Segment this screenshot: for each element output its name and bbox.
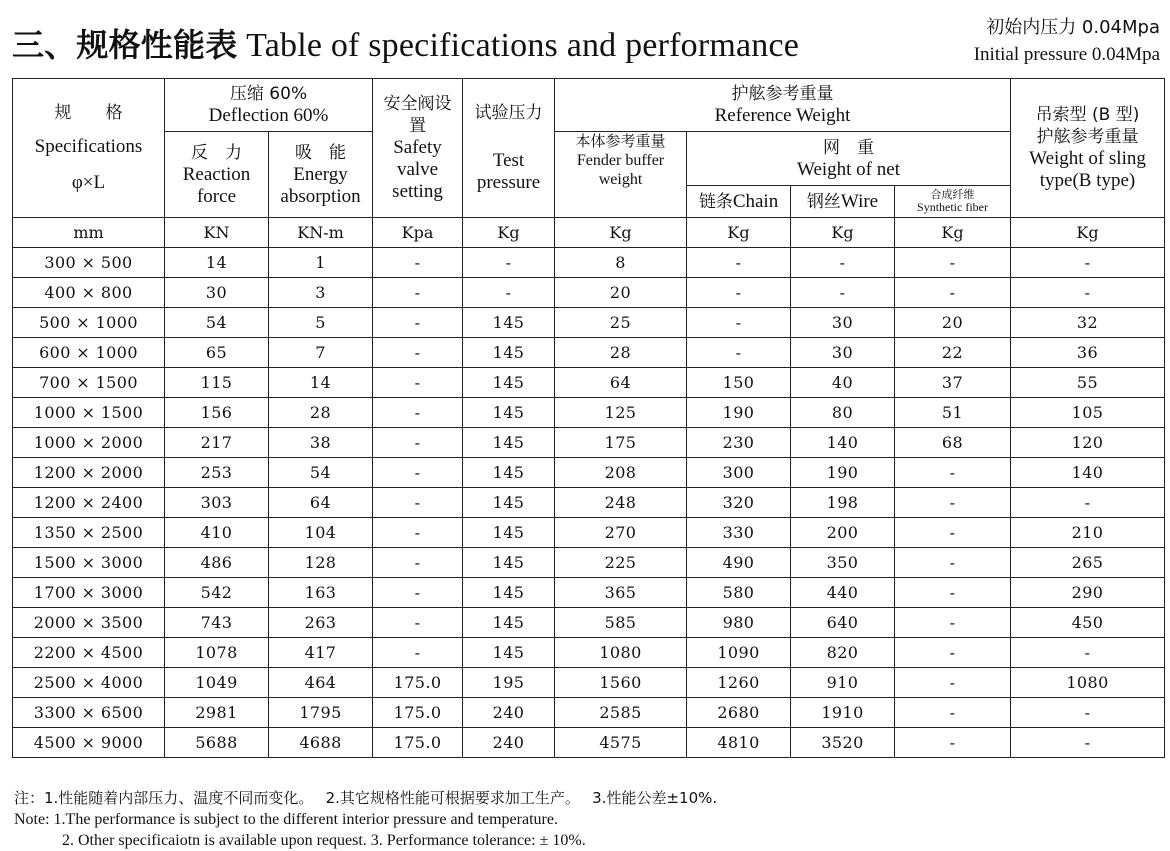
table-cell: 1000 × 2000 — [13, 428, 165, 458]
table-cell: 145 — [463, 338, 555, 368]
table-cell: 120 — [1011, 428, 1165, 458]
table-cell: 30 — [791, 308, 895, 338]
table-cell: - — [895, 578, 1011, 608]
table-cell: - — [373, 278, 463, 308]
table-cell: 303 — [165, 488, 269, 518]
table-cell: 64 — [555, 368, 687, 398]
unit-cell: Kg — [1011, 218, 1165, 248]
table-cell: 320 — [687, 488, 791, 518]
table-cell: - — [895, 458, 1011, 488]
table-cell: 68 — [895, 428, 1011, 458]
initial-pressure — [974, 14, 1160, 68]
table-cell: 290 — [1011, 578, 1165, 608]
table-cell: 2680 — [687, 698, 791, 728]
table-cell: 105 — [1011, 398, 1165, 428]
note-en-2: 2. Other specificaiotn is available upon request. 3. Performance tolerance: ± 10%. — [62, 832, 586, 849]
table-cell: 585 — [555, 608, 687, 638]
table-row — [13, 398, 1165, 428]
table-cell: 910 — [791, 668, 895, 698]
table-cell: 225 — [555, 548, 687, 578]
header-safety-valve: 安全阀设置 Safety valve setting — [373, 79, 463, 218]
table-cell: 5 — [269, 308, 373, 338]
table-cell: 1910 — [791, 698, 895, 728]
table-cell: 248 — [555, 488, 687, 518]
table-cell: 600 × 1000 — [13, 338, 165, 368]
table-cell: - — [895, 638, 1011, 668]
table-cell: - — [463, 248, 555, 278]
table-cell: - — [1011, 248, 1165, 278]
table-cell: 1795 — [269, 698, 373, 728]
table-cell: - — [687, 248, 791, 278]
table-row — [13, 518, 1165, 548]
table-cell: 20 — [555, 278, 687, 308]
note-cn: 注：1.性能随着内部压力、温度不同而变化。 2.其它规格性能可根据要求加工生产。 3.性能公差±10%. — [14, 789, 718, 807]
table-cell: 2585 — [555, 698, 687, 728]
table-cell: 3300 × 6500 — [13, 698, 165, 728]
table-cell: 1200 × 2000 — [13, 458, 165, 488]
table-cell: 145 — [463, 308, 555, 338]
table-cell: 417 — [269, 638, 373, 668]
table-cell: 350 — [791, 548, 895, 578]
table-cell: 163 — [269, 578, 373, 608]
table-cell: - — [895, 698, 1011, 728]
spec-table — [12, 78, 1165, 758]
table-cell: 128 — [269, 548, 373, 578]
header-chain: 链条Chain — [687, 186, 791, 218]
table-cell: 200 — [791, 518, 895, 548]
table-cell: - — [791, 278, 895, 308]
table-cell: 28 — [555, 338, 687, 368]
table-cell: 1200 × 2400 — [13, 488, 165, 518]
table-cell: - — [895, 518, 1011, 548]
table-cell: 36 — [1011, 338, 1165, 368]
table-cell: 175.0 — [373, 728, 463, 758]
table-cell: 145 — [463, 428, 555, 458]
table-cell: 190 — [791, 458, 895, 488]
table-cell: 145 — [463, 458, 555, 488]
table-cell: 198 — [791, 488, 895, 518]
table-cell: - — [373, 458, 463, 488]
table-cell: 28 — [269, 398, 373, 428]
table-cell: 25 — [555, 308, 687, 338]
unit-cell: Kg — [791, 218, 895, 248]
table-cell: 65 — [165, 338, 269, 368]
table-cell: 3520 — [791, 728, 895, 758]
table-cell: - — [895, 548, 1011, 578]
table-cell: 265 — [1011, 548, 1165, 578]
table-row — [13, 698, 1165, 728]
table-cell: - — [895, 248, 1011, 278]
table-cell: 1560 — [555, 668, 687, 698]
table-cell: 1350 × 2500 — [13, 518, 165, 548]
table-cell: 253 — [165, 458, 269, 488]
table-cell: 145 — [463, 518, 555, 548]
table-cell: - — [373, 578, 463, 608]
page-title — [12, 20, 799, 66]
table-cell: 820 — [791, 638, 895, 668]
table-cell: 230 — [687, 428, 791, 458]
table-cell: 145 — [463, 608, 555, 638]
table-cell: 410 — [165, 518, 269, 548]
table-cell: - — [373, 548, 463, 578]
table-cell: 217 — [165, 428, 269, 458]
initial-pressure-en: Initial pressure 0.04Mpa — [973, 44, 1160, 65]
table-cell: 1700 × 3000 — [13, 578, 165, 608]
table-row — [13, 248, 1165, 278]
table-cell: 125 — [555, 398, 687, 428]
table-cell: 140 — [1011, 458, 1165, 488]
table-row — [13, 608, 1165, 638]
table-cell: - — [373, 248, 463, 278]
table-cell: - — [895, 728, 1011, 758]
table-row — [13, 548, 1165, 578]
table-row — [13, 428, 1165, 458]
table-cell: 330 — [687, 518, 791, 548]
table-cell: 54 — [165, 308, 269, 338]
table-cell: - — [373, 338, 463, 368]
table-cell: 640 — [791, 608, 895, 638]
header-synthetic-fiber: 合成纤维 Synthetic fiber — [895, 186, 1011, 218]
table-cell: 4688 — [269, 728, 373, 758]
table-cell: 140 — [791, 428, 895, 458]
table-cell: - — [373, 518, 463, 548]
table-cell: 240 — [463, 698, 555, 728]
table-cell: 4575 — [555, 728, 687, 758]
unit-cell: Kg — [895, 218, 1011, 248]
table-cell: 208 — [555, 458, 687, 488]
table-cell: - — [1011, 488, 1165, 518]
table-cell: 156 — [165, 398, 269, 428]
table-cell: 580 — [687, 578, 791, 608]
table-cell: 30 — [791, 338, 895, 368]
table-cell: 145 — [463, 398, 555, 428]
unit-cell: mm — [13, 218, 165, 248]
table-row — [13, 578, 1165, 608]
table-cell: - — [373, 608, 463, 638]
table-cell: 7 — [269, 338, 373, 368]
table-cell: 490 — [687, 548, 791, 578]
table-cell: 464 — [269, 668, 373, 698]
table-row — [13, 278, 1165, 308]
page-title-en: Table of specifications and performance — [246, 27, 800, 64]
table-header — [13, 79, 1165, 218]
table-cell: 8 — [555, 248, 687, 278]
table-cell: - — [687, 308, 791, 338]
table-cell: 300 — [687, 458, 791, 488]
table-row — [13, 638, 1165, 668]
header-deflection: 压缩 60% Deflection 60% — [165, 79, 373, 132]
table-cell: 54 — [269, 458, 373, 488]
table-cell: 175.0 — [373, 668, 463, 698]
unit-cell: KN — [165, 218, 269, 248]
table-cell: 145 — [463, 368, 555, 398]
table-cell: - — [1011, 698, 1165, 728]
table-cell: 5688 — [165, 728, 269, 758]
table-cell: - — [1011, 278, 1165, 308]
table-cell: 1078 — [165, 638, 269, 668]
table-cell: - — [895, 608, 1011, 638]
table-cell: 14 — [269, 368, 373, 398]
table-cell: - — [373, 308, 463, 338]
header-wire: 钢丝Wire — [791, 186, 895, 218]
table-cell: 38 — [269, 428, 373, 458]
unit-cell: Kpa — [373, 218, 463, 248]
table-cell: 1500 × 3000 — [13, 548, 165, 578]
table-cell: - — [791, 248, 895, 278]
table-cell: 22 — [895, 338, 1011, 368]
table-cell: 743 — [165, 608, 269, 638]
table-cell: 700 × 1500 — [13, 368, 165, 398]
table-cell: 500 × 1000 — [13, 308, 165, 338]
table-cell: 486 — [165, 548, 269, 578]
table-cell: 30 — [165, 278, 269, 308]
header-fender-weight: 本体参考重量 Fender buffer weight — [555, 132, 687, 218]
note-en-1: Note: 1.The performance is subject to the different interior pressure and temperature. — [14, 811, 558, 828]
table-cell: - — [1011, 638, 1165, 668]
table-cell: 1080 — [555, 638, 687, 668]
table-cell: 150 — [687, 368, 791, 398]
table-cell: 2981 — [165, 698, 269, 728]
table-cell: - — [1011, 728, 1165, 758]
table-row — [13, 728, 1165, 758]
table-cell: 55 — [1011, 368, 1165, 398]
table-cell: 175 — [555, 428, 687, 458]
table-cell: 145 — [463, 548, 555, 578]
table-cell: 1 — [269, 248, 373, 278]
header-reaction-force: 反 力 Reaction force — [165, 132, 269, 218]
table-body — [13, 218, 1165, 758]
header-test-pressure: 试验压力 Test pressure — [463, 79, 555, 218]
unit-row — [13, 218, 1165, 248]
table-cell: 2500 × 4000 — [13, 668, 165, 698]
header-spec: 规 格 Specifications φ×L — [13, 79, 165, 218]
table-cell: - — [373, 638, 463, 668]
table-cell: 4500 × 9000 — [13, 728, 165, 758]
table-cell: 542 — [165, 578, 269, 608]
notes — [14, 788, 717, 851]
table-cell: 1260 — [687, 668, 791, 698]
table-cell: 1090 — [687, 638, 791, 668]
table-cell: 37 — [895, 368, 1011, 398]
table-cell: 14 — [165, 248, 269, 278]
table-cell: 440 — [791, 578, 895, 608]
table-cell: 1080 — [1011, 668, 1165, 698]
table-cell: - — [373, 398, 463, 428]
table-cell: - — [687, 278, 791, 308]
table-row — [13, 368, 1165, 398]
table-cell: - — [895, 668, 1011, 698]
header-sling-weight: 吊索型 (B 型) 护舷参考重量 Weight of sling type(B type) — [1011, 79, 1165, 218]
table-cell: 270 — [555, 518, 687, 548]
initial-pressure-cn: 初始内压力 0.04Mpa — [986, 17, 1160, 38]
table-cell: - — [373, 488, 463, 518]
table-cell: - — [895, 488, 1011, 518]
table-cell: 51 — [895, 398, 1011, 428]
table-cell: 210 — [1011, 518, 1165, 548]
table-row — [13, 308, 1165, 338]
table-cell: 145 — [463, 638, 555, 668]
table-cell: 145 — [463, 488, 555, 518]
table-cell: 190 — [687, 398, 791, 428]
table-cell: 980 — [687, 608, 791, 638]
table-cell: 240 — [463, 728, 555, 758]
header-energy-absorption: 吸 能 Energy absorption — [269, 132, 373, 218]
table-row — [13, 488, 1165, 518]
unit-cell: Kg — [463, 218, 555, 248]
table-cell: 145 — [463, 578, 555, 608]
table-cell: 20 — [895, 308, 1011, 338]
table-cell: 2200 × 4500 — [13, 638, 165, 668]
table-cell: 1049 — [165, 668, 269, 698]
unit-cell: Kg — [687, 218, 791, 248]
header-reference-weight: 护舷参考重量 Reference Weight — [555, 79, 1011, 132]
table-cell: 3 — [269, 278, 373, 308]
table-row — [13, 458, 1165, 488]
table-cell: 175.0 — [373, 698, 463, 728]
table-cell: 80 — [791, 398, 895, 428]
table-row — [13, 338, 1165, 368]
table-cell: 1000 × 1500 — [13, 398, 165, 428]
table-cell: - — [687, 338, 791, 368]
table-cell: 365 — [555, 578, 687, 608]
page-title-cn: 三、规格性能表 — [12, 26, 238, 64]
table-cell: - — [895, 278, 1011, 308]
header-net-weight: 网 重 Weight of net — [687, 132, 1011, 186]
table-cell: 263 — [269, 608, 373, 638]
table-cell: 2000 × 3500 — [13, 608, 165, 638]
table-row — [13, 668, 1165, 698]
table-cell: 40 — [791, 368, 895, 398]
table-cell: 104 — [269, 518, 373, 548]
table-cell: 115 — [165, 368, 269, 398]
table-cell: 195 — [463, 668, 555, 698]
unit-cell: KN-m — [269, 218, 373, 248]
table-cell: 450 — [1011, 608, 1165, 638]
table-cell: 32 — [1011, 308, 1165, 338]
table-cell: 400 × 800 — [13, 278, 165, 308]
table-cell: - — [373, 428, 463, 458]
table-cell: 4810 — [687, 728, 791, 758]
table-cell: - — [463, 278, 555, 308]
table-cell: 64 — [269, 488, 373, 518]
table-cell: - — [373, 368, 463, 398]
unit-cell: Kg — [555, 218, 687, 248]
table-cell: 300 × 500 — [13, 248, 165, 278]
